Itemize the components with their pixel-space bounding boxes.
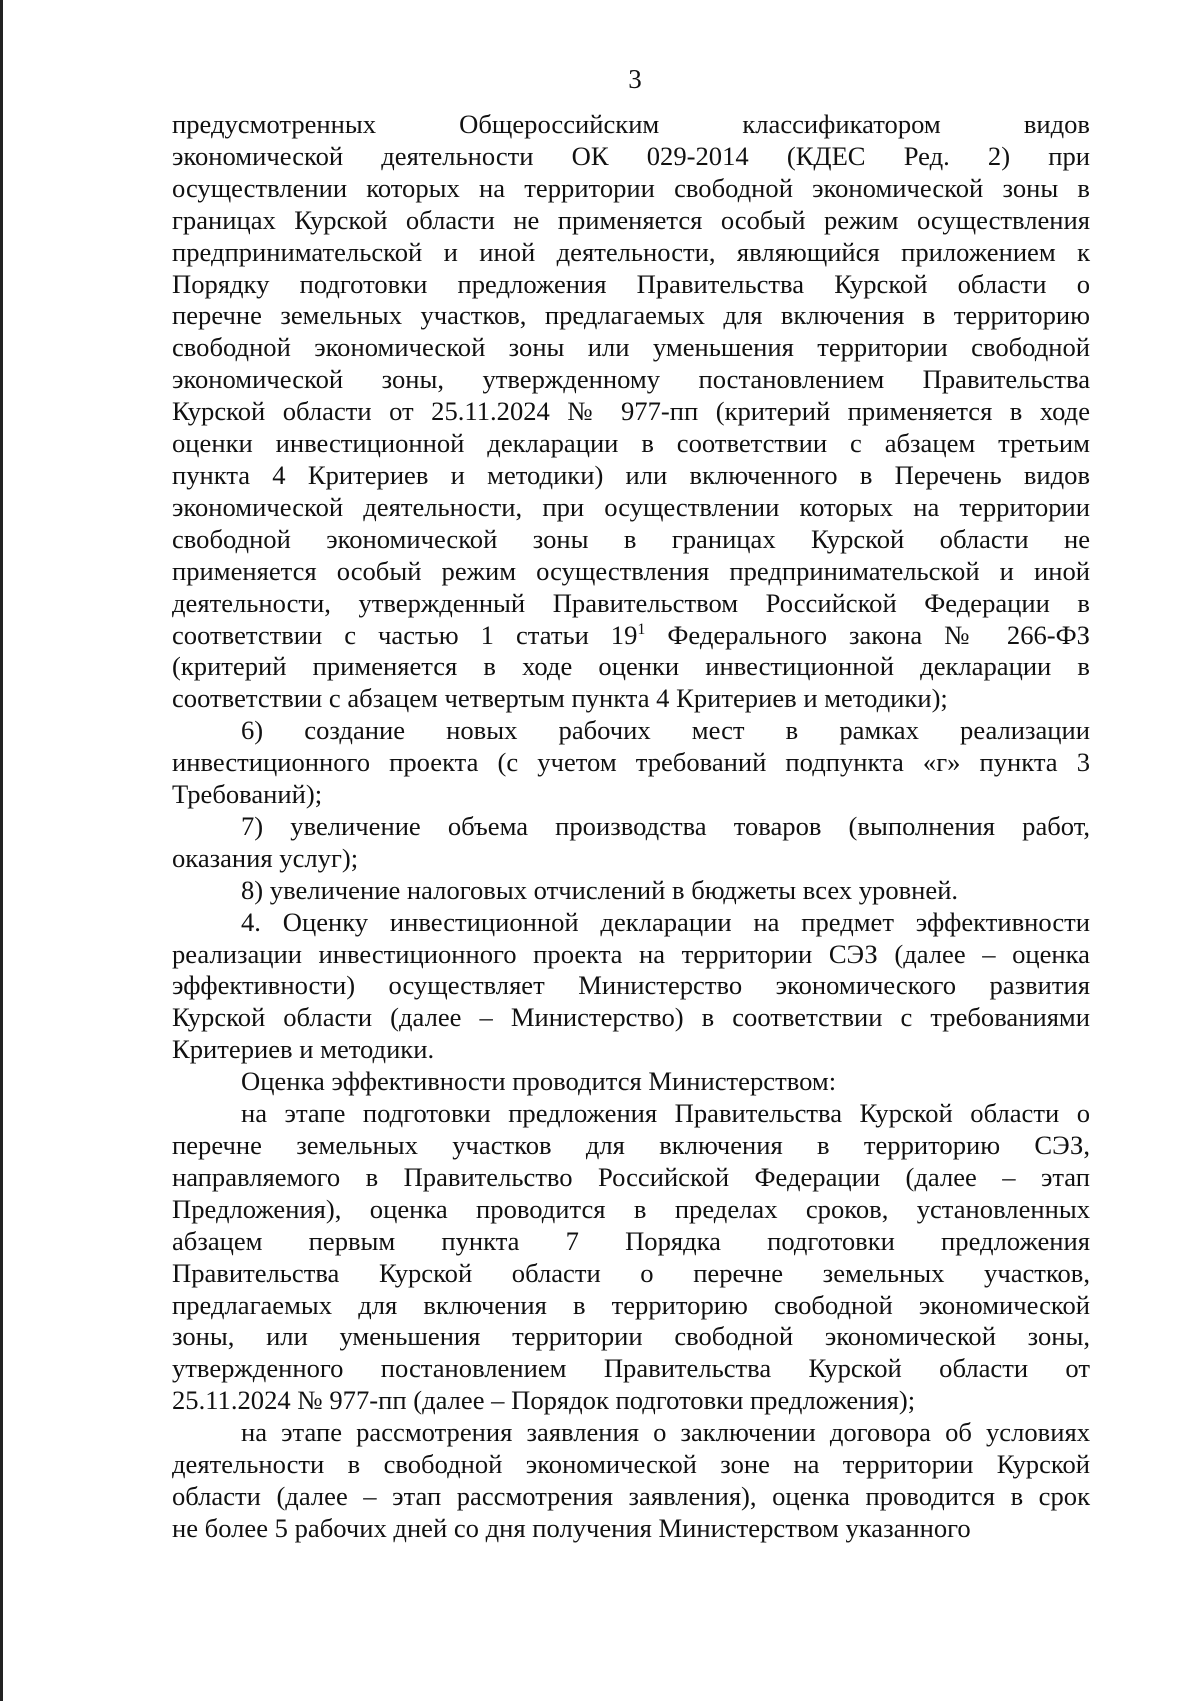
text-line: деятельности в свободной экономической зоне на территории Курской [172, 1449, 1090, 1480]
text-line: на этапе подготовки предложения Правительства Курской области о [241, 1098, 1090, 1129]
text-line: предусмотренных Общероссийским классификатором видов [172, 109, 1090, 139]
text-line: применяется особый режим осуществления предпринимательской и иной [172, 555, 1090, 586]
text-line: Требований); [172, 779, 323, 810]
text-line: на этапе рассмотрения заявления о заключении договора об условиях [241, 1417, 1090, 1448]
paragraph [172, 811, 1090, 875]
text-line: эффективности) осуществляет Министерство экономического развития [172, 970, 1090, 1001]
paragraph [172, 1066, 1090, 1098]
text-line: Правительства Курской области о перечне земельных участков, [172, 1257, 1090, 1288]
text-line: 6) создание новых рабочих мест в рамках реализации [241, 715, 1090, 746]
text-line: утвержденного постановлением Правительства Курской области от [172, 1353, 1090, 1384]
text-line: Оценка эффективности проводится Министерством: [241, 1066, 837, 1097]
text-line: свободной экономической зоны или уменьшения территории свободной [172, 332, 1090, 363]
text-line: Критериев и методики. [172, 1034, 435, 1065]
text-line: зоны, или уменьшения территории свободной экономической зоны, [172, 1321, 1090, 1352]
text-line: соответствии с абзацем четвертым пункта 4 Критериев и методики); [172, 683, 948, 714]
text-line: оценки инвестиционной декларации в соответствии с абзацем третьим [172, 428, 1090, 459]
text-line: не более 5 рабочих дней со дня получения Министерством указанного [172, 1512, 971, 1543]
paragraph [172, 907, 1090, 1067]
text-line: 8) увеличение налоговых отчислений в бюджеты всех уровней. [241, 874, 959, 905]
text-line: оказания услуг); [172, 842, 359, 873]
text-line: осуществлении которых на территории свободной экономической зоны в [172, 172, 1090, 203]
text-line: Курской области (далее – Министерство) в соответствии с требованиями [172, 1002, 1090, 1033]
paragraph [172, 109, 1090, 715]
superscript: 1 [637, 620, 646, 638]
text-line: Курской области от 25.11.2024 № 977-пп (критерий применяется в ходе [172, 396, 1090, 427]
scan-left-edge [0, 0, 3, 1701]
paragraph [172, 1098, 1090, 1417]
text-line: предпринимательской и иной деятельности, являющийся приложением к [172, 236, 1090, 267]
text-line: 4. Оценку инвестиционной декларации на предмет эффективности [241, 906, 1090, 937]
text-line: перечне земельных участков, предлагаемых для включения в территорию [172, 300, 1090, 331]
text-line: (критерий применяется в ходе оценки инвестиционной декларации в [172, 651, 1090, 682]
text-line: экономической зоны, утвержденному постановлением Правительства [172, 364, 1090, 395]
text-line: реализации инвестиционного проекта на территории СЭЗ (далее – оценка [172, 938, 1090, 969]
paragraph [172, 1417, 1090, 1545]
text-line: Порядку подготовки предложения Правительства Курской области о [172, 268, 1090, 299]
text-line: пункта 4 Критериев и методики) или включенного в Перечень видов [172, 459, 1090, 490]
text-line: направляемого в Правительство Российской Федерации (далее – этап [172, 1161, 1090, 1192]
text-line: экономической деятельности, при осуществлении которых на территории [172, 491, 1090, 522]
text-line: 7) увеличение объема производства товаров (выполнения работ, [241, 810, 1090, 841]
text-line: границах Курской области не применяется особый режим осуществления [172, 204, 1090, 235]
text-line: предлагаемых для включения в территорию свободной экономической [172, 1289, 1090, 1320]
text-line: области (далее – этап рассмотрения заявления), оценка проводится в срок [172, 1480, 1090, 1511]
text-line: соответствии с частью 1 статьи $19^1$ Федерального закона № 266-ФЗ [172, 619, 1090, 650]
document-body [172, 109, 1090, 1545]
text-line: свободной экономической зоны в границах Курской области не [172, 523, 1090, 554]
text-line: Предложения), оценка проводится в пределах сроков, установленных [172, 1193, 1090, 1224]
text-line: перечне земельных участков для включения в территорию СЭЗ, [172, 1130, 1090, 1160]
text-line: экономической деятельности ОК 029-2014 (КДЕС Ред. 2) при [172, 140, 1090, 171]
text-line: абзацем первым пункта 7 Порядка подготовки предложения [172, 1225, 1090, 1256]
paragraph [172, 715, 1090, 811]
text-line: 25.11.2024 № 977-пп (далее – Порядок подготовки предложения); [172, 1385, 916, 1416]
text-line: деятельности, утвержденный Правительством Российской Федерации в [172, 587, 1090, 618]
page-number: 3 [628, 64, 642, 94]
paragraph [172, 875, 1090, 907]
text-line: инвестиционного проекта (с учетом требований подпункта «г» пункта 3 [172, 747, 1090, 778]
